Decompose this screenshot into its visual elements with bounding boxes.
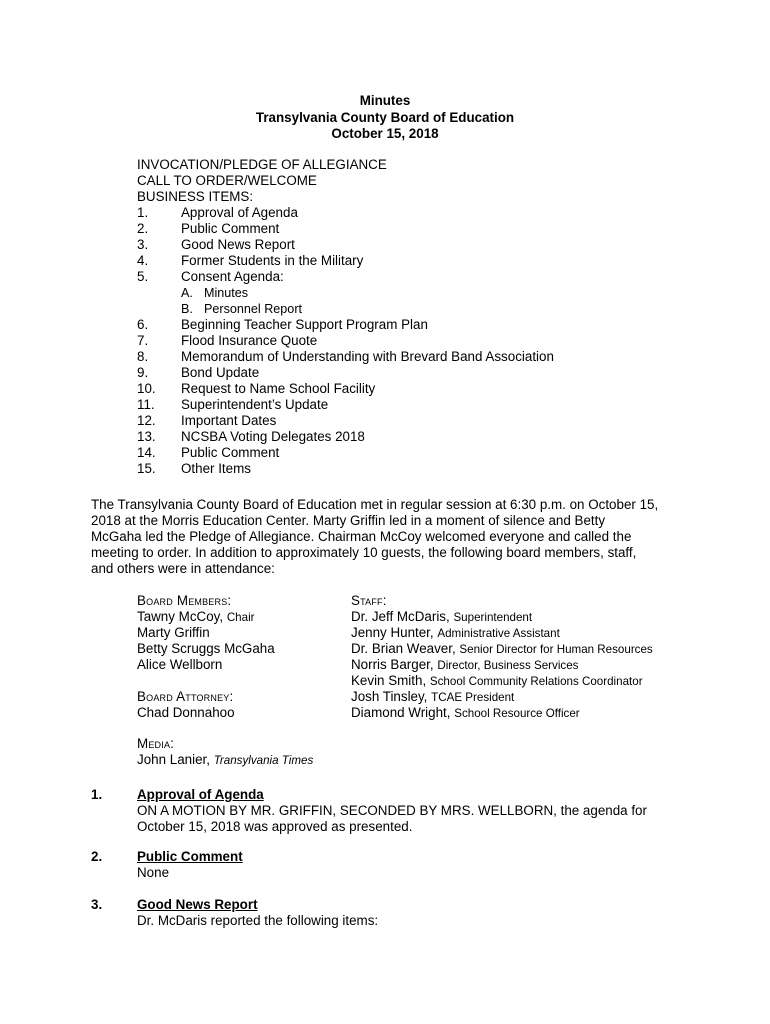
agenda-item xyxy=(137,429,697,445)
agenda-item-label: Request to Name School Facility xyxy=(181,381,376,396)
agenda-call-to-order: CALL TO ORDER/WELCOME xyxy=(137,173,317,188)
board-member-role: Chair xyxy=(226,611,255,624)
agenda-item-number: 15. xyxy=(137,461,156,476)
section-title: Public Comment xyxy=(137,849,243,864)
consent-sub-item xyxy=(137,301,697,317)
agenda-item-number: 5. xyxy=(137,269,149,284)
media-block xyxy=(137,736,313,768)
agenda-item xyxy=(137,349,697,365)
staff-member xyxy=(351,609,711,625)
agenda-item xyxy=(137,253,697,269)
media-name: John Lanier, xyxy=(137,752,210,767)
staff-member xyxy=(351,625,711,641)
agenda-item xyxy=(137,237,697,253)
staff-column xyxy=(351,593,711,721)
agenda-item-label: Superintendent’s Update xyxy=(181,397,329,412)
section-body-line: None xyxy=(137,865,170,880)
intro-paragraph xyxy=(91,497,691,577)
agenda-item-number: 14. xyxy=(137,445,156,460)
agenda-item-number: 10. xyxy=(137,381,156,396)
minutes-header xyxy=(0,93,770,143)
section-title: Good News Report xyxy=(137,897,258,912)
staff-role: School Resource Officer xyxy=(454,707,580,720)
board-member xyxy=(137,609,347,625)
agenda-item-number: 1. xyxy=(137,205,149,220)
agenda-item-label: Memorandum of Understanding with Brevard Band Association xyxy=(181,349,554,364)
board-member-name: Tawny McCoy, xyxy=(137,609,224,624)
intro-line: meeting to order. In addition to approximately 10 guests, the following board members, staff, xyxy=(91,545,637,560)
agenda-business-items-heading: BUSINESS ITEMS: xyxy=(137,189,254,204)
consent-sub-letter: A. xyxy=(181,286,193,300)
staff-role: Senior Director for Human Resources xyxy=(459,643,653,656)
agenda-item xyxy=(137,381,697,397)
media-heading: Media: xyxy=(137,736,175,751)
agenda-item-number: 4. xyxy=(137,253,149,268)
agenda-item-number: 2. xyxy=(137,221,149,236)
section-body xyxy=(137,803,677,835)
staff-name: Jenny Hunter, xyxy=(351,625,434,640)
header-date: October 15, 2018 xyxy=(331,126,439,141)
section-body xyxy=(137,865,677,881)
section-number: 3. xyxy=(91,897,103,912)
consent-sub-letter: B. xyxy=(181,302,193,316)
board-member-name: Alice Wellborn xyxy=(137,657,223,672)
agenda-item xyxy=(137,413,697,429)
board-column xyxy=(137,593,347,721)
agenda-item xyxy=(137,397,697,413)
agenda-items xyxy=(137,205,697,477)
agenda-item-label: Good News Report xyxy=(181,237,295,252)
staff-role: School Community Relations Coordinator xyxy=(429,675,643,688)
staff-member xyxy=(351,705,711,721)
staff-name: Norris Barger, xyxy=(351,657,434,672)
section-number: 2. xyxy=(91,849,103,864)
staff-role: Director, Business Services xyxy=(437,659,579,672)
board-members-heading: Board Members: xyxy=(137,593,232,608)
media-member xyxy=(137,752,313,768)
agenda-item-label: Former Students in the Military xyxy=(181,253,364,268)
board-attorney-name: Chad Donnahoo xyxy=(137,705,235,720)
agenda-item-label: Bond Update xyxy=(181,365,260,380)
staff-member xyxy=(351,673,711,689)
staff-name: Diamond Wright, xyxy=(351,705,451,720)
agenda-item xyxy=(137,445,697,461)
section-body xyxy=(137,913,677,929)
staff-name: Josh Tinsley, xyxy=(351,689,428,704)
consent-sub-label: Minutes xyxy=(204,286,249,300)
consent-sub-label: Personnel Report xyxy=(204,302,303,316)
agenda-item-label: Approval of Agenda xyxy=(181,205,298,220)
staff-role: Superintendent xyxy=(453,611,533,624)
agenda-item-label: Other Items xyxy=(181,461,251,476)
board-member-name: Marty Griffin xyxy=(137,625,210,640)
section-title: Approval of Agenda xyxy=(137,787,264,802)
agenda-item xyxy=(137,461,697,477)
agenda-item-label: Flood Insurance Quote xyxy=(181,333,318,348)
staff-heading: Staff: xyxy=(351,593,387,608)
agenda-item xyxy=(137,333,697,349)
staff-member xyxy=(351,689,711,705)
agenda-item-number: 8. xyxy=(137,349,149,364)
agenda-item xyxy=(137,365,697,381)
agenda-item-label: NCSBA Voting Delegates 2018 xyxy=(181,429,365,444)
staff-role: TCAE President xyxy=(431,691,515,704)
consent-sub-item xyxy=(137,285,697,301)
board-member-name: Betty Scruggs McGaha xyxy=(137,641,275,656)
agenda-item-number: 12. xyxy=(137,413,156,428)
staff-name: Dr. Brian Weaver, xyxy=(351,641,456,656)
header-title: Minutes xyxy=(359,93,411,108)
agenda-item-label: Important Dates xyxy=(181,413,277,428)
section-body-line: Dr. McDaris reported the following items: xyxy=(137,913,379,928)
agenda-item-number: 9. xyxy=(137,365,149,380)
board-member xyxy=(137,657,347,673)
agenda-item-number: 13. xyxy=(137,429,156,444)
agenda-item-number: 3. xyxy=(137,237,149,252)
staff-role: Administrative Assistant xyxy=(437,627,560,640)
staff-name: Kevin Smith, xyxy=(351,673,427,688)
agenda-item-number: 11. xyxy=(137,397,155,412)
board-member xyxy=(137,641,347,657)
staff-name: Dr. Jeff McDaris, xyxy=(351,609,450,624)
header-organization: Transylvania County Board of Education xyxy=(255,109,515,125)
agenda-item xyxy=(137,221,697,237)
section-body-line: ON A MOTION BY MR. GRIFFIN, SECONDED BY MRS. WELLBORN, the agenda for xyxy=(137,803,647,818)
board-attorney-heading: Board Attorney: xyxy=(137,689,234,704)
board-member xyxy=(137,625,347,641)
agenda-item-label: Public Comment xyxy=(181,221,280,236)
agenda-item-number: 7. xyxy=(137,333,149,348)
agenda-item-number: 6. xyxy=(137,317,149,332)
staff-member xyxy=(351,657,711,673)
staff-member xyxy=(351,641,711,657)
intro-line: McGaha led the Pledge of Allegiance. Chairman McCoy welcomed everyone and called the xyxy=(91,529,632,544)
media-outlet: Transylvania Times xyxy=(213,754,314,767)
agenda-item-label: Consent Agenda: xyxy=(181,269,284,284)
agenda-item xyxy=(137,317,697,333)
agenda-item-label: Public Comment xyxy=(181,445,280,460)
agenda-invocation: INVOCATION/PLEDGE OF ALLEGIANCE xyxy=(137,157,387,172)
agenda-item xyxy=(137,205,697,221)
section-body-line: October 15, 2018 was approved as presented. xyxy=(137,819,413,834)
intro-line: 2018 at the Morris Education Center. Marty Griffin led in a moment of silence and Betty xyxy=(91,513,606,528)
intro-line: The Transylvania County Board of Education met in regular session at 6:30 p.m. on October 15, xyxy=(91,497,659,512)
agenda-list xyxy=(137,157,697,477)
intro-line: and others were in attendance: xyxy=(91,561,275,576)
agenda-item-label: Beginning Teacher Support Program Plan xyxy=(181,317,428,332)
agenda-item xyxy=(137,269,697,285)
section-number: 1. xyxy=(91,787,103,802)
